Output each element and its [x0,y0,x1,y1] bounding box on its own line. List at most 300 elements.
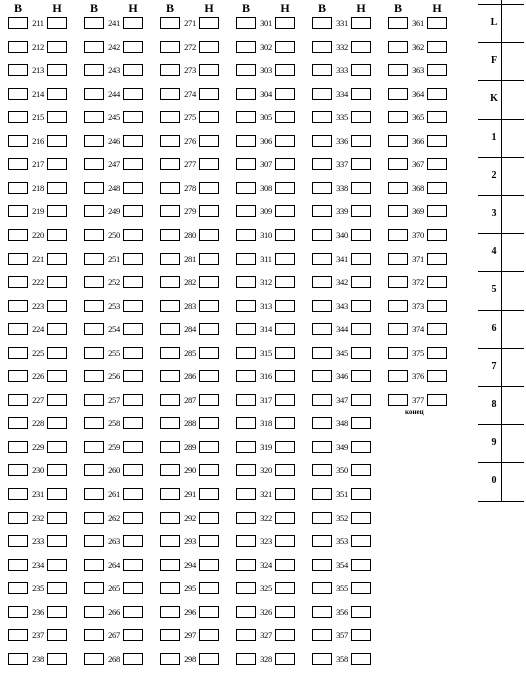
answer-box-b[interactable] [312,653,332,665]
answer-box-h[interactable] [275,253,295,265]
answer-box-b[interactable] [312,276,332,288]
answer-box-h[interactable] [275,158,295,170]
answer-box-h[interactable] [275,205,295,217]
answer-box-h[interactable] [47,582,67,594]
answer-box-b[interactable] [312,417,332,429]
answer-box-b[interactable] [236,394,256,406]
answer-box-h[interactable] [199,182,219,194]
answer-box-h[interactable] [427,17,447,29]
answer-box-b[interactable] [160,135,180,147]
answer-box-b[interactable] [160,158,180,170]
answer-box-b[interactable] [312,347,332,359]
answer-box-h[interactable] [351,464,371,476]
answer-box-b[interactable] [160,17,180,29]
answer-box-b[interactable] [84,629,104,641]
answer-box-h[interactable] [275,17,295,29]
answer-box-h[interactable] [275,535,295,547]
answer-box-b[interactable] [8,441,28,453]
answer-box-b[interactable] [312,158,332,170]
answer-box-b[interactable] [312,253,332,265]
answer-box-h[interactable] [199,464,219,476]
answer-box-h[interactable] [427,205,447,217]
answer-box-b[interactable] [8,535,28,547]
answer-box-h[interactable] [351,158,371,170]
answer-box-h[interactable] [427,347,447,359]
answer-box-b[interactable] [8,205,28,217]
answer-box-h[interactable] [47,229,67,241]
answer-box-h[interactable] [275,441,295,453]
answer-box-h[interactable] [199,582,219,594]
answer-box-h[interactable] [427,394,447,406]
answer-box-h[interactable] [351,229,371,241]
answer-box-h[interactable] [427,323,447,335]
answer-box-b[interactable] [312,88,332,100]
answer-box-b[interactable] [8,653,28,665]
answer-box-b[interactable] [236,276,256,288]
answer-box-h[interactable] [123,300,143,312]
answer-box-h[interactable] [275,135,295,147]
answer-box-b[interactable] [84,205,104,217]
answer-box-b[interactable] [388,41,408,53]
answer-box-b[interactable] [8,276,28,288]
answer-box-h[interactable] [123,323,143,335]
answer-box-b[interactable] [8,111,28,123]
answer-box-b[interactable] [160,253,180,265]
answer-box-h[interactable] [275,488,295,500]
answer-box-h[interactable] [123,88,143,100]
answer-box-h[interactable] [275,512,295,524]
answer-box-b[interactable] [236,488,256,500]
answer-box-h[interactable] [123,229,143,241]
answer-box-b[interactable] [388,111,408,123]
answer-box-h[interactable] [351,300,371,312]
answer-box-b[interactable] [8,559,28,571]
answer-box-b[interactable] [236,512,256,524]
answer-box-h[interactable] [427,253,447,265]
answer-box-h[interactable] [123,559,143,571]
answer-box-b[interactable] [8,229,28,241]
answer-box-b[interactable] [8,370,28,382]
answer-box-b[interactable] [312,135,332,147]
answer-box-h[interactable] [351,135,371,147]
answer-box-b[interactable] [236,205,256,217]
answer-box-h[interactable] [199,64,219,76]
answer-box-h[interactable] [199,653,219,665]
answer-box-h[interactable] [199,347,219,359]
answer-box-h[interactable] [351,111,371,123]
answer-box-b[interactable] [160,535,180,547]
answer-box-h[interactable] [47,464,67,476]
answer-box-b[interactable] [84,559,104,571]
answer-box-h[interactable] [275,417,295,429]
answer-box-b[interactable] [84,41,104,53]
answer-box-b[interactable] [8,629,28,641]
answer-box-h[interactable] [275,64,295,76]
answer-box-h[interactable] [123,253,143,265]
answer-box-h[interactable] [47,512,67,524]
answer-box-b[interactable] [160,41,180,53]
answer-box-b[interactable] [160,229,180,241]
answer-box-b[interactable] [8,300,28,312]
answer-box-h[interactable] [275,606,295,618]
answer-box-b[interactable] [8,158,28,170]
answer-box-h[interactable] [199,88,219,100]
answer-box-h[interactable] [123,276,143,288]
answer-box-h[interactable] [351,559,371,571]
answer-box-h[interactable] [351,17,371,29]
answer-box-h[interactable] [275,629,295,641]
answer-box-h[interactable] [47,64,67,76]
answer-box-h[interactable] [199,606,219,618]
answer-box-b[interactable] [312,488,332,500]
answer-box-b[interactable] [312,559,332,571]
answer-box-b[interactable] [388,323,408,335]
answer-box-b[interactable] [388,253,408,265]
answer-box-b[interactable] [84,512,104,524]
answer-box-b[interactable] [160,629,180,641]
answer-box-b[interactable] [84,64,104,76]
answer-box-b[interactable] [160,111,180,123]
answer-box-h[interactable] [427,300,447,312]
answer-box-h[interactable] [351,653,371,665]
answer-box-h[interactable] [199,229,219,241]
answer-box-b[interactable] [8,88,28,100]
answer-box-h[interactable] [47,394,67,406]
answer-box-h[interactable] [275,582,295,594]
answer-box-b[interactable] [84,229,104,241]
answer-box-b[interactable] [388,88,408,100]
answer-box-b[interactable] [312,205,332,217]
answer-box-b[interactable] [388,17,408,29]
answer-box-b[interactable] [236,135,256,147]
answer-box-b[interactable] [84,347,104,359]
answer-box-b[interactable] [312,606,332,618]
answer-box-h[interactable] [47,88,67,100]
answer-box-h[interactable] [47,276,67,288]
answer-box-b[interactable] [160,323,180,335]
answer-box-b[interactable] [160,441,180,453]
answer-box-h[interactable] [47,653,67,665]
answer-box-h[interactable] [275,653,295,665]
answer-box-b[interactable] [388,158,408,170]
answer-box-b[interactable] [160,464,180,476]
answer-box-b[interactable] [84,182,104,194]
answer-box-b[interactable] [236,253,256,265]
answer-box-b[interactable] [8,417,28,429]
answer-box-b[interactable] [84,441,104,453]
answer-box-b[interactable] [236,464,256,476]
answer-box-b[interactable] [84,370,104,382]
answer-box-b[interactable] [8,394,28,406]
answer-box-h[interactable] [123,205,143,217]
answer-box-b[interactable] [160,394,180,406]
answer-box-b[interactable] [8,64,28,76]
answer-box-h[interactable] [351,276,371,288]
answer-box-b[interactable] [84,276,104,288]
answer-box-h[interactable] [123,158,143,170]
answer-box-h[interactable] [427,158,447,170]
answer-box-h[interactable] [351,606,371,618]
answer-box-b[interactable] [236,629,256,641]
answer-box-b[interactable] [236,64,256,76]
answer-box-h[interactable] [351,417,371,429]
answer-box-h[interactable] [351,512,371,524]
answer-box-b[interactable] [84,17,104,29]
answer-box-b[interactable] [388,394,408,406]
answer-box-h[interactable] [199,41,219,53]
answer-box-b[interactable] [160,64,180,76]
answer-box-h[interactable] [123,464,143,476]
answer-box-h[interactable] [47,17,67,29]
answer-box-b[interactable] [236,323,256,335]
answer-box-b[interactable] [8,253,28,265]
answer-box-h[interactable] [275,229,295,241]
answer-box-h[interactable] [199,535,219,547]
answer-box-b[interactable] [160,653,180,665]
answer-box-b[interactable] [388,276,408,288]
answer-box-b[interactable] [236,441,256,453]
answer-box-h[interactable] [351,535,371,547]
answer-box-b[interactable] [84,582,104,594]
answer-box-h[interactable] [275,276,295,288]
answer-box-b[interactable] [388,205,408,217]
answer-box-b[interactable] [312,512,332,524]
answer-box-h[interactable] [123,17,143,29]
answer-box-h[interactable] [199,441,219,453]
answer-box-h[interactable] [351,41,371,53]
answer-box-b[interactable] [388,300,408,312]
answer-box-b[interactable] [236,300,256,312]
answer-box-h[interactable] [351,253,371,265]
answer-box-b[interactable] [388,370,408,382]
answer-box-h[interactable] [199,158,219,170]
answer-box-h[interactable] [123,606,143,618]
answer-box-h[interactable] [199,253,219,265]
answer-box-h[interactable] [351,323,371,335]
answer-box-h[interactable] [123,417,143,429]
answer-box-b[interactable] [236,41,256,53]
answer-box-b[interactable] [160,276,180,288]
answer-box-h[interactable] [351,205,371,217]
answer-box-h[interactable] [351,441,371,453]
answer-box-b[interactable] [8,582,28,594]
answer-box-h[interactable] [427,64,447,76]
answer-box-b[interactable] [84,111,104,123]
answer-box-h[interactable] [199,370,219,382]
answer-box-h[interactable] [275,111,295,123]
answer-box-h[interactable] [351,582,371,594]
answer-box-h[interactable] [427,370,447,382]
answer-box-b[interactable] [160,205,180,217]
answer-box-h[interactable] [351,394,371,406]
answer-box-h[interactable] [275,323,295,335]
answer-box-h[interactable] [199,323,219,335]
answer-box-b[interactable] [236,111,256,123]
answer-box-h[interactable] [427,182,447,194]
answer-box-h[interactable] [199,300,219,312]
answer-box-b[interactable] [312,323,332,335]
answer-box-h[interactable] [123,135,143,147]
answer-box-h[interactable] [123,111,143,123]
answer-box-b[interactable] [160,417,180,429]
answer-box-b[interactable] [8,135,28,147]
answer-box-b[interactable] [236,182,256,194]
answer-box-b[interactable] [84,158,104,170]
answer-box-b[interactable] [84,253,104,265]
answer-box-h[interactable] [427,111,447,123]
answer-box-h[interactable] [199,135,219,147]
answer-box-h[interactable] [123,488,143,500]
answer-box-h[interactable] [427,135,447,147]
answer-box-b[interactable] [236,653,256,665]
answer-box-h[interactable] [351,347,371,359]
answer-box-h[interactable] [47,41,67,53]
answer-box-b[interactable] [312,229,332,241]
answer-box-h[interactable] [275,464,295,476]
answer-box-h[interactable] [47,370,67,382]
answer-box-h[interactable] [275,559,295,571]
answer-box-b[interactable] [312,535,332,547]
answer-box-h[interactable] [351,182,371,194]
answer-box-h[interactable] [47,417,67,429]
answer-box-b[interactable] [312,582,332,594]
answer-box-h[interactable] [199,111,219,123]
answer-box-b[interactable] [312,41,332,53]
answer-box-b[interactable] [236,559,256,571]
answer-box-b[interactable] [312,17,332,29]
answer-box-h[interactable] [351,488,371,500]
answer-box-b[interactable] [312,370,332,382]
answer-box-h[interactable] [351,629,371,641]
answer-box-h[interactable] [351,64,371,76]
answer-box-h[interactable] [47,205,67,217]
answer-box-h[interactable] [123,182,143,194]
answer-box-h[interactable] [275,347,295,359]
answer-box-b[interactable] [236,370,256,382]
answer-box-b[interactable] [236,88,256,100]
answer-box-b[interactable] [236,417,256,429]
answer-box-b[interactable] [84,606,104,618]
answer-box-b[interactable] [388,135,408,147]
answer-box-h[interactable] [199,17,219,29]
answer-box-h[interactable] [427,88,447,100]
answer-box-h[interactable] [351,88,371,100]
answer-box-b[interactable] [236,582,256,594]
answer-box-h[interactable] [427,41,447,53]
answer-box-b[interactable] [236,347,256,359]
answer-box-h[interactable] [47,182,67,194]
answer-box-h[interactable] [47,488,67,500]
answer-box-b[interactable] [388,64,408,76]
answer-box-b[interactable] [312,464,332,476]
answer-box-b[interactable] [8,17,28,29]
answer-box-b[interactable] [84,535,104,547]
answer-box-b[interactable] [8,512,28,524]
answer-box-b[interactable] [160,559,180,571]
answer-box-h[interactable] [275,394,295,406]
answer-box-h[interactable] [275,88,295,100]
answer-box-h[interactable] [47,300,67,312]
answer-box-b[interactable] [236,229,256,241]
answer-box-b[interactable] [388,347,408,359]
answer-box-b[interactable] [84,135,104,147]
answer-box-h[interactable] [123,370,143,382]
answer-box-h[interactable] [199,629,219,641]
answer-box-h[interactable] [199,394,219,406]
answer-box-b[interactable] [84,394,104,406]
answer-box-h[interactable] [47,135,67,147]
answer-box-b[interactable] [160,347,180,359]
answer-box-h[interactable] [47,559,67,571]
answer-box-h[interactable] [47,535,67,547]
answer-box-h[interactable] [275,370,295,382]
answer-box-h[interactable] [123,64,143,76]
answer-box-h[interactable] [199,488,219,500]
answer-box-b[interactable] [312,64,332,76]
answer-box-h[interactable] [123,441,143,453]
answer-box-b[interactable] [160,582,180,594]
answer-box-h[interactable] [47,606,67,618]
answer-box-b[interactable] [312,394,332,406]
answer-box-b[interactable] [312,441,332,453]
answer-box-h[interactable] [123,629,143,641]
answer-box-h[interactable] [47,629,67,641]
answer-box-h[interactable] [199,512,219,524]
answer-box-b[interactable] [160,370,180,382]
answer-box-h[interactable] [199,276,219,288]
answer-box-h[interactable] [47,347,67,359]
answer-box-b[interactable] [84,300,104,312]
answer-box-h[interactable] [123,347,143,359]
answer-box-b[interactable] [236,535,256,547]
answer-box-b[interactable] [84,323,104,335]
answer-box-b[interactable] [84,464,104,476]
answer-box-h[interactable] [275,182,295,194]
answer-box-b[interactable] [236,17,256,29]
answer-box-h[interactable] [123,41,143,53]
answer-box-h[interactable] [427,229,447,241]
answer-box-b[interactable] [312,182,332,194]
answer-box-h[interactable] [47,441,67,453]
answer-box-h[interactable] [47,111,67,123]
answer-box-b[interactable] [312,629,332,641]
answer-box-b[interactable] [160,512,180,524]
answer-box-h[interactable] [123,535,143,547]
answer-box-b[interactable] [84,417,104,429]
answer-box-h[interactable] [123,653,143,665]
answer-box-h[interactable] [199,205,219,217]
answer-box-b[interactable] [312,300,332,312]
answer-box-h[interactable] [123,512,143,524]
answer-box-b[interactable] [236,158,256,170]
answer-box-h[interactable] [123,394,143,406]
answer-box-b[interactable] [8,606,28,618]
answer-box-b[interactable] [236,606,256,618]
answer-box-b[interactable] [8,464,28,476]
answer-box-b[interactable] [388,229,408,241]
answer-box-h[interactable] [199,559,219,571]
answer-box-b[interactable] [84,653,104,665]
answer-box-h[interactable] [47,158,67,170]
answer-box-h[interactable] [427,276,447,288]
answer-box-b[interactable] [160,88,180,100]
answer-box-h[interactable] [47,323,67,335]
answer-box-h[interactable] [275,41,295,53]
answer-box-b[interactable] [84,488,104,500]
answer-box-h[interactable] [351,370,371,382]
answer-box-b[interactable] [8,347,28,359]
answer-box-b[interactable] [8,41,28,53]
